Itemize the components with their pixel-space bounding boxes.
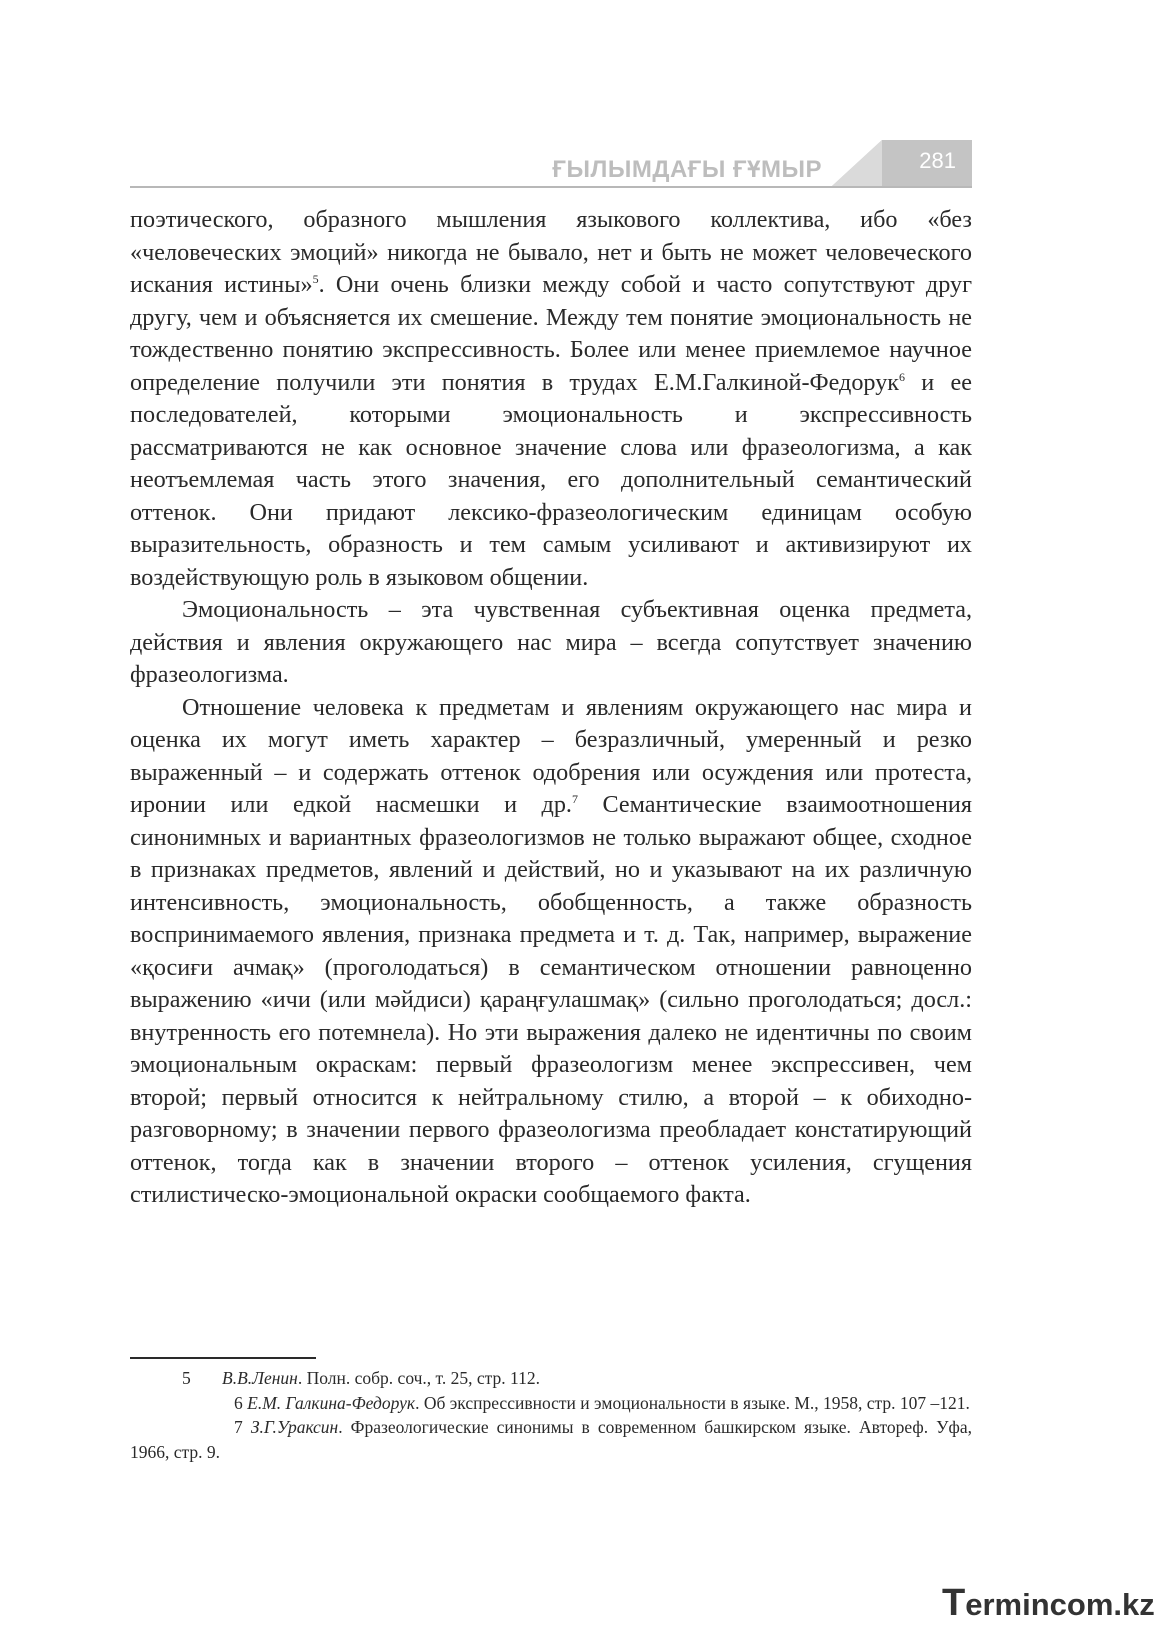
running-header-title: ҒЫЛЫМДАҒЫ ҒҰМЫР (552, 156, 822, 183)
footnote-7 (130, 1415, 972, 1464)
watermark-tail: m.kz (1085, 1587, 1155, 1622)
footnote-number: 5 (182, 1368, 191, 1388)
footnote-author: В.В.Ленин (222, 1368, 298, 1388)
footnote-ref-5: 5 (312, 272, 319, 286)
page-number-tab (832, 140, 972, 186)
header-rule (130, 186, 972, 188)
footnote-number: 6 (234, 1392, 243, 1413)
page-number: 281 (919, 148, 956, 173)
running-header (130, 140, 972, 188)
paragraph-1-part-b: . Они очень близки между собой и часто сопутствуют друг другу, чем и объясняется их смешение. Между тем понятие эмоциональность не тождественно понятию экспрессивность. Более или менее приемлемое научное определение получили эти понятия в трудах Е.М.Галкиной-Федорук (130, 271, 973, 396)
footnote-ref-7: 7 (571, 792, 578, 806)
footnotes (130, 1366, 972, 1464)
footnote-number: 7 (234, 1417, 243, 1437)
footnote-ref-6: 6 (899, 369, 906, 384)
paragraph-1-part-c: и ее последователей, которыми эмоциональность и экспрессивность рассматриваются не как основное значение слова или фразеологизма, а как неотъемлемая часть этого значения, его дополнительный семантический оттенок. Они придают лексико-фразеологическим единицам особую выразительность, образность и тем самым усиливают и активизируют их воздействующую роль в языковом общении. (130, 368, 972, 591)
footnote-text: . Полн. собр. соч., т. 25, стр. 112. (297, 1368, 540, 1388)
footnote-rule (130, 1357, 316, 1359)
paragraph-2: Эмоциональность – эта чувственная субъективная оценка предмета, действия и явления окружающего нас мира – всегда сопутствует значению фразеологизма. (130, 596, 972, 688)
footnote-5 (130, 1366, 972, 1391)
watermark-rest: erminc (965, 1587, 1067, 1622)
paragraph-1 (130, 204, 972, 594)
paragraph-3 (130, 692, 972, 1212)
footnote-author: Е.М. Галкина-Федорук (247, 1392, 416, 1413)
termincom-watermark-logo (942, 1582, 1155, 1624)
paragraph-1-part-a: поэтического, образного мышления языкового коллектива, ибо «без «человеческих эмоций» никогда не бывало, нет и быть не может человеческого искания истины» (130, 206, 972, 298)
footnote-text: . Фразеологические синонимы в современном башкирском языке. Автореф. Уфа, 1966, стр. 9. (130, 1417, 973, 1462)
watermark-magnifier-icon: o (1066, 1587, 1086, 1622)
paragraph-3-part-a: Отношение человека к предметам и явлениям окружающего нас мира и оценка их могут иметь характер – безразличный, умеренный и резко выраженный – и содержать оттенок одобрения или осуждения или протеста, иронии или едкой насмешки и др. (130, 693, 972, 818)
footnote-6 (130, 1391, 972, 1416)
footnote-author: З.Г.Ураксин (250, 1417, 339, 1437)
body-text (130, 204, 972, 1212)
paragraph-3-part-b: Семантические взаимоотношения синонимных и вариантных фразеологизмов не только выражают общее, сходное в признаках предметов, явлений и действий, но и указывают на их различную интенсивность, эмоциональность, обобщенность, а также образность воспринимаемого явления, признака предмета и т. д. Так, например, выражение «қосиғи ачмақ» (проголодаться) в семантическом отношении равноценно выражению «ичи (или мәйдиси) қараңғулашмақ» (сильно проголодаться; досл.: внутренность его потемнела). Но эти выражения далеко не идентичны по своим эмоциональным окраскам: первый фразеологизм менее экспрессивен, чем второй; первый относится к нейтральному стилю, а второй – к обиходно-разговорному; в значении первого фразеологизма преобладает констатирующий оттенок, тогда как в значении второго – оттенок усиления, сгущения стилистическо-эмоциональной окраски сообщаемого факта. (130, 791, 973, 1208)
watermark-t: T (942, 1582, 966, 1624)
footnote-text: . Об экспрессивности и эмоциональности в языке. М., 1958, стр. 107 –121. (415, 1392, 970, 1413)
